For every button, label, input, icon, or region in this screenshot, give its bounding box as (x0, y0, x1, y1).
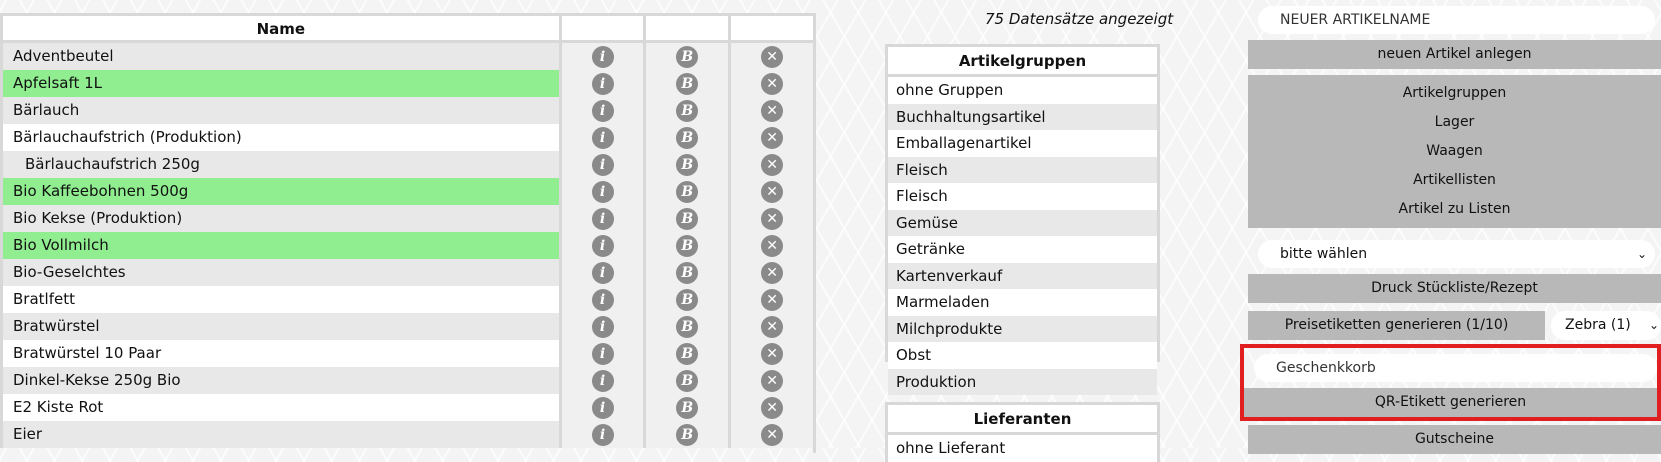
info-icon[interactable]: i (592, 154, 614, 176)
delete-icon[interactable]: ✕ (761, 289, 783, 311)
article-name[interactable]: Bio Kekse (Produktion) (0, 205, 559, 232)
column-header-delete (728, 16, 813, 40)
b-cell (643, 394, 728, 421)
table-row (0, 313, 813, 340)
printer-select[interactable] (1551, 311, 1661, 340)
delete-icon[interactable]: ✕ (761, 208, 783, 230)
info-icon[interactable]: i (592, 208, 614, 230)
table-row (0, 151, 813, 178)
delete-icon[interactable]: ✕ (761, 235, 783, 257)
nav-button[interactable]: Waagen (1248, 137, 1661, 166)
info-cell (559, 313, 644, 340)
article-group-item[interactable]: Kartenverkauf (888, 263, 1157, 290)
b-cell (643, 421, 728, 448)
info-cell (559, 394, 644, 421)
delete-icon[interactable]: ✕ (761, 397, 783, 419)
article-name[interactable]: Bärlauchaufstrich 250g (0, 151, 559, 178)
delete-cell (728, 232, 813, 259)
delete-icon[interactable]: ✕ (761, 154, 783, 176)
table-row (0, 43, 813, 70)
info-cell (559, 232, 644, 259)
delete-cell (728, 259, 813, 286)
info-icon[interactable]: i (592, 262, 614, 284)
info-icon[interactable]: i (592, 73, 614, 95)
article-group-item[interactable]: Obst (888, 342, 1157, 369)
suppliers-panel (885, 402, 1160, 462)
delete-cell (728, 367, 813, 394)
delete-cell (728, 97, 813, 124)
article-group-item[interactable]: Getränke (888, 236, 1157, 263)
table-body (0, 43, 813, 448)
article-name[interactable]: Bratwürstel (0, 313, 559, 340)
suppliers-title: Lieferanten (888, 405, 1157, 435)
delete-icon[interactable]: ✕ (761, 424, 783, 446)
delete-icon[interactable]: ✕ (761, 100, 783, 122)
delete-cell (728, 421, 813, 448)
info-cell (559, 151, 644, 178)
b-cell (643, 43, 728, 70)
article-groups-panel (885, 44, 1160, 391)
article-name[interactable]: Bio Kaffeebohnen 500g (0, 178, 559, 205)
table-row (0, 232, 813, 259)
b-icon[interactable]: B (676, 127, 698, 149)
b-cell (643, 286, 728, 313)
table-row (0, 367, 813, 394)
table-row (0, 124, 813, 151)
article-name[interactable]: Apfelsaft 1L (0, 70, 559, 97)
info-icon[interactable]: i (592, 397, 614, 419)
recipe-select-value: bitte wählen (1280, 246, 1368, 262)
info-icon[interactable]: i (592, 181, 614, 203)
b-icon[interactable]: B (676, 100, 698, 122)
info-cell (559, 205, 644, 232)
table-header (0, 13, 813, 43)
b-icon[interactable]: B (676, 370, 698, 392)
delete-cell (728, 124, 813, 151)
create-article-button[interactable]: neuen Artikel anlegen (1248, 40, 1661, 69)
generate-qr-label-button[interactable]: QR-Etikett generieren (1244, 388, 1657, 417)
article-name[interactable]: Bärlauch (0, 97, 559, 124)
column-header-b (643, 16, 728, 40)
b-cell (643, 367, 728, 394)
recipe-select[interactable] (1258, 240, 1655, 268)
nav-button-group (1248, 75, 1661, 228)
b-cell (643, 259, 728, 286)
article-group-item[interactable]: Fleisch (888, 157, 1157, 184)
delete-icon[interactable]: ✕ (761, 127, 783, 149)
new-article-name-input[interactable]: NEUER ARTIKELNAME (1258, 6, 1655, 34)
delete-icon[interactable]: ✕ (761, 262, 783, 284)
delete-icon[interactable]: ✕ (761, 181, 783, 203)
printer-select-value: Zebra (1) (1565, 317, 1631, 333)
article-name[interactable]: Bio-Geselchtes (0, 259, 559, 286)
table-row (0, 70, 813, 97)
info-icon[interactable]: i (592, 235, 614, 257)
article-name[interactable]: Dinkel-Kekse 250g Bio (0, 367, 559, 394)
qr-label-section (1240, 344, 1661, 421)
b-icon[interactable]: B (676, 397, 698, 419)
article-group-item[interactable]: ohne Gruppen (888, 77, 1157, 104)
nav-button[interactable]: Artikel zu Listen (1248, 195, 1661, 224)
nav-button[interactable]: Lager (1248, 108, 1661, 137)
table-row (0, 259, 813, 286)
delete-icon[interactable]: ✕ (761, 316, 783, 338)
info-cell (559, 178, 644, 205)
delete-cell (728, 394, 813, 421)
column-header-info (559, 16, 644, 40)
b-icon[interactable]: B (676, 262, 698, 284)
article-group-item[interactable]: Fleisch (888, 183, 1157, 210)
info-cell (559, 43, 644, 70)
b-cell (643, 232, 728, 259)
delete-cell (728, 313, 813, 340)
b-cell (643, 205, 728, 232)
supplier-item[interactable]: ohne Lieferant (888, 435, 1157, 462)
info-cell (559, 124, 644, 151)
delete-cell (728, 340, 813, 367)
column-header-name[interactable]: Name (0, 16, 559, 40)
b-icon[interactable]: B (676, 154, 698, 176)
right-panel (1248, 0, 1661, 454)
delete-cell (728, 43, 813, 70)
delete-icon[interactable]: ✕ (761, 343, 783, 365)
generate-price-labels-button[interactable]: Preisetiketten generieren (1/10) (1248, 311, 1545, 340)
article-name[interactable]: Bratwürstel 10 Paar (0, 340, 559, 367)
suppliers-list (888, 435, 1157, 462)
delete-cell (728, 178, 813, 205)
info-cell (559, 367, 644, 394)
b-icon[interactable]: B (676, 46, 698, 68)
delete-icon[interactable]: ✕ (761, 370, 783, 392)
delete-cell (728, 286, 813, 313)
qr-article-input[interactable]: Geschenkkorb (1254, 354, 1657, 382)
article-group-item[interactable]: Marmeladen (888, 289, 1157, 316)
b-cell (643, 97, 728, 124)
b-icon[interactable]: B (676, 289, 698, 311)
vouchers-button[interactable]: Gutscheine (1248, 425, 1661, 454)
article-name[interactable]: Bratlfett (0, 286, 559, 313)
info-icon[interactable]: i (592, 343, 614, 365)
info-cell (559, 286, 644, 313)
record-count: 75 Datensätze angezeigt (985, 10, 1174, 28)
table-row (0, 205, 813, 232)
info-cell (559, 97, 644, 124)
info-icon[interactable]: i (592, 100, 614, 122)
b-cell (643, 340, 728, 367)
b-icon[interactable]: B (676, 208, 698, 230)
nav-button[interactable]: Artikellisten (1248, 166, 1661, 195)
nav-button[interactable]: Artikelgruppen (1248, 79, 1661, 108)
article-group-item[interactable]: Gemüse (888, 210, 1157, 237)
article-group-item[interactable]: Buchhaltungsartikel (888, 104, 1157, 131)
info-cell (559, 340, 644, 367)
table-row (0, 340, 813, 367)
table-row (0, 178, 813, 205)
delete-icon[interactable]: ✕ (761, 73, 783, 95)
b-icon[interactable]: B (676, 181, 698, 203)
table-row (0, 421, 813, 448)
article-groups-title: Artikelgruppen (888, 47, 1157, 77)
print-recipe-button[interactable]: Druck Stückliste/Rezept (1248, 274, 1661, 303)
b-icon[interactable]: B (676, 424, 698, 446)
article-name[interactable]: Bio Vollmilch (0, 232, 559, 259)
delete-cell (728, 70, 813, 97)
delete-icon[interactable]: ✕ (761, 46, 783, 68)
article-name[interactable]: Adventbeutel (0, 43, 559, 70)
table-row (0, 394, 813, 421)
info-icon[interactable]: i (592, 316, 614, 338)
b-cell (643, 124, 728, 151)
b-cell (643, 178, 728, 205)
article-table (0, 13, 816, 453)
article-group-item[interactable]: Produktion (888, 369, 1157, 396)
b-cell (643, 151, 728, 178)
delete-cell (728, 151, 813, 178)
b-icon[interactable]: B (676, 73, 698, 95)
article-name[interactable]: Eier (0, 421, 559, 448)
table-row (0, 97, 813, 124)
chevron-down-icon: ⌄ (1648, 318, 1659, 332)
delete-cell (728, 205, 813, 232)
b-icon[interactable]: B (676, 235, 698, 257)
info-icon[interactable]: i (592, 127, 614, 149)
article-name[interactable]: E2 Kiste Rot (0, 394, 559, 421)
b-icon[interactable]: B (676, 343, 698, 365)
b-cell (643, 313, 728, 340)
b-icon[interactable]: B (676, 316, 698, 338)
article-name[interactable]: Bärlauchaufstrich (Produktion) (0, 124, 559, 151)
info-cell (559, 259, 644, 286)
info-icon[interactable]: i (592, 424, 614, 446)
info-icon[interactable]: i (592, 289, 614, 311)
info-icon[interactable]: i (592, 370, 614, 392)
info-cell (559, 70, 644, 97)
article-groups-list (888, 77, 1157, 395)
table-row (0, 286, 813, 313)
article-group-item[interactable]: Emballagenartikel (888, 130, 1157, 157)
b-cell (643, 70, 728, 97)
info-icon[interactable]: i (592, 46, 614, 68)
chevron-down-icon: ⌄ (1636, 247, 1647, 261)
info-cell (559, 421, 644, 448)
article-group-item[interactable]: Milchprodukte (888, 316, 1157, 343)
